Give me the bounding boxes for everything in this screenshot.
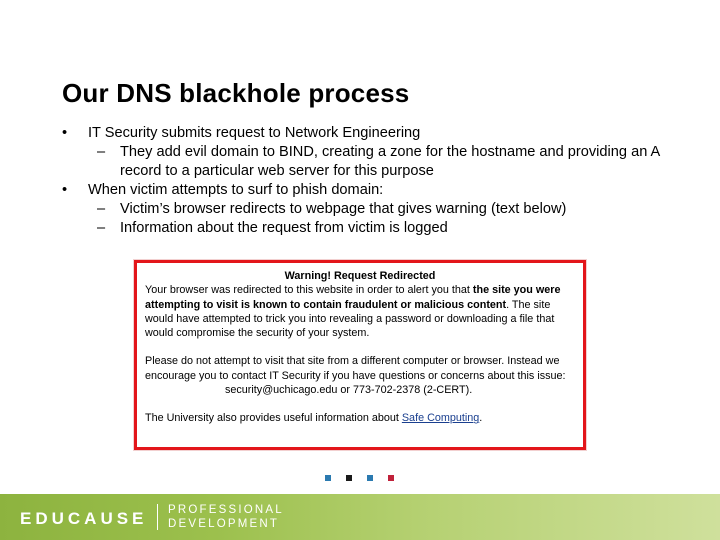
spacer [145, 397, 575, 411]
dash-glyph: – [97, 201, 106, 217]
professional-development-label [168, 503, 284, 531]
educause-logo: EDUCAUSE [20, 509, 148, 528]
warning-bold-text: the site you were attempting to visit is known to contain fraudulent or malicious content [145, 284, 561, 311]
footer-divider [157, 504, 158, 530]
sub-bullet-item [60, 143, 700, 181]
nav-dot [346, 475, 352, 481]
warning-text: Your browser was redirected to this website in order to alert you that [145, 284, 473, 297]
warning-paragraph-1 [145, 283, 575, 340]
bullet-item [60, 181, 700, 200]
bullet-glyph: • [62, 182, 68, 198]
warning-text: The University also provides useful information about [145, 412, 402, 425]
warning-paragraph-3 [145, 411, 575, 425]
nav-dot [325, 475, 331, 481]
bullet-item [60, 124, 700, 143]
sub-bullet-item [60, 200, 700, 219]
slide-title: Our DNS blackhole process [62, 78, 410, 108]
dash-glyph: – [97, 220, 106, 236]
contact-line: security@uchicago.edu or 773-702-2378 (2-CERT). [225, 384, 473, 397]
nav-dot [367, 475, 373, 481]
spacer [145, 340, 575, 354]
warning-title: Warning! Request Redirected [284, 270, 436, 282]
bullet-glyph: • [62, 125, 68, 141]
sub-bullet-text: Information about the request from victim is logged [120, 220, 448, 236]
warning-box [134, 260, 586, 450]
nav-dot [388, 475, 394, 481]
bullet-text: IT Security submits request to Network Engineering [88, 125, 421, 141]
safe-computing-link[interactable]: Safe Computing [401, 412, 480, 425]
warning-paragraph-2: Please do not attempt to visit that site from a different computer or browser. Instead we encourage you to contact IT Security if you have questions or concerns about this issue: [145, 355, 566, 382]
footer-banner [0, 494, 720, 540]
sub-bullet-item [60, 219, 700, 238]
dash-glyph: – [97, 144, 106, 160]
bullet-text: When victim attempts to surf to phish domain: [88, 182, 384, 198]
footer-line-1: PROFESSIONAL [168, 504, 284, 516]
footer-line-2: DEVELOPMENT [168, 518, 280, 530]
warning-text: . The site would have attempted to trick you into revealing a password or downloading a file that would compromise the security of your system. [145, 298, 555, 340]
sub-bullet-text: Victim’s browser redirects to webpage that gives warning (text below) [120, 201, 567, 217]
bullet-list [60, 124, 700, 238]
slide-nav-dots [325, 475, 394, 481]
sub-bullet-text: They add evil domain to BIND, creating a zone for the hostname and providing an A record to a particular web server for this purpose [120, 144, 660, 179]
warning-text: . [479, 412, 483, 425]
